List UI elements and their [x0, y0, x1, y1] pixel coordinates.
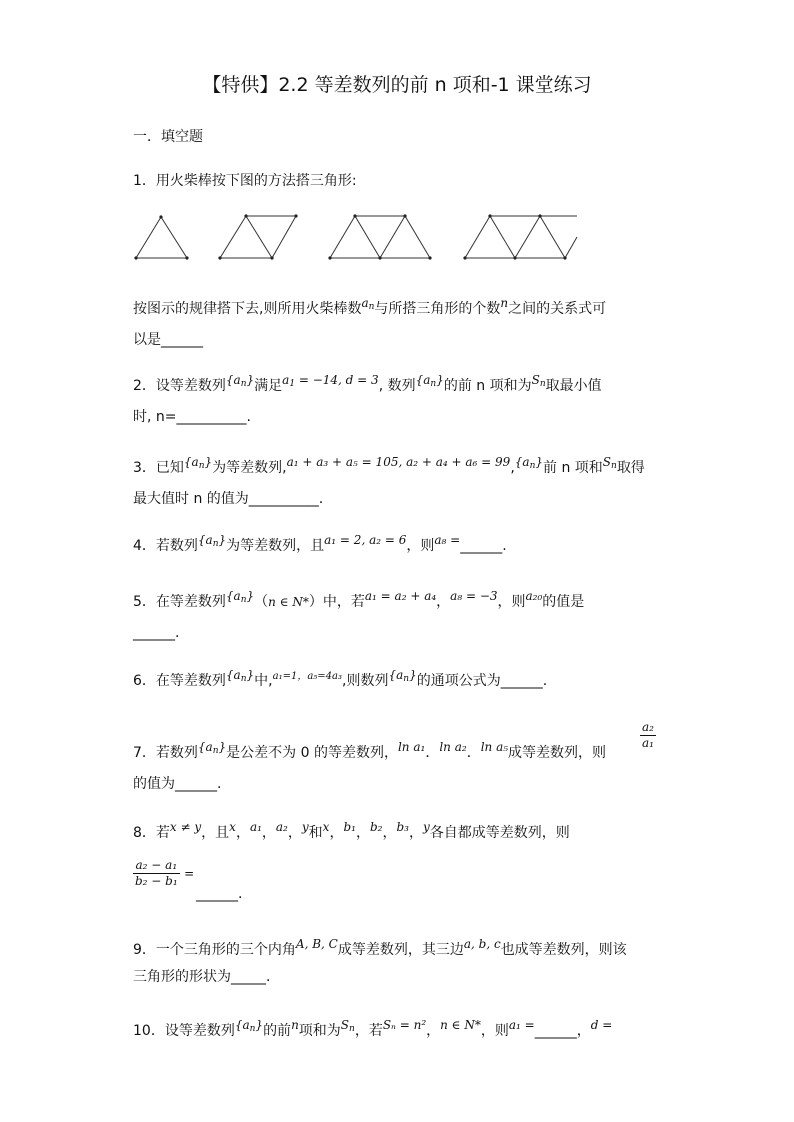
figure-2-triangles [218, 214, 297, 259]
question-1-answer-line: 以是______ [133, 332, 203, 348]
question-6: 6．在等差数列$\{a_n\}$中,$^{a_1=1,a_5=4a_3}$,则数列$\{a_n\}$的通项公式为______. [133, 668, 548, 689]
question-10: 10．设等差数列$\{a_n\}$的前n项和为$S_n$，若Sₙ = n²，n ∈ N*，则a₁ =______，d = [133, 1018, 613, 1039]
question-7: 7．若数列$\{a_n\}$是公差不为 0 的等差数列，ln a₁．ln a₂．ln a₅成等差数列，则 的值为______. [133, 740, 607, 792]
question-1 [133, 168, 357, 195]
question-1-body: 按图示的规律搭下去,则所用火柴棒数$a_n$与所搭三角形的个数n之间的关系式可 以是______ [133, 296, 606, 354]
figure-4-triangles [463, 214, 577, 259]
question-3: 3．已知$\{a_n\}$为等差数列,a₁ + a₃ + a₅ = 105, $a_2 + a_4 + a_6 = 99,\{a_n\}$前 n 项和$S_n$取得 最大值时 n 的值为__________. [133, 455, 645, 507]
page-title: 【特供】2.2 等差数列的前 n 项和-1 课堂练习 [202, 74, 592, 96]
q7-fraction: $\frac{\text{a₂}}{\text{a₁}}$ [642, 720, 654, 750]
figure-3-triangles [328, 214, 431, 259]
question-5: 5．在等差数列$\{a_n\}(n$ ∈ N*）中，若a₁ = a₂ + a₄，a₈ = −3，则a₂₀的值是 ______. [133, 589, 585, 641]
question-2: 2．设等差数列$\{a_n\}$满足$a_1 = -14$, d = 3, 数列$\{a_n\}$的前 n 项和为$S_n$取最小值 时, n=__________. [133, 373, 602, 425]
question-4: 4．若数列$\{a_n\}$为等差数列，且a₁ = 2, a₂ = 6，则a₈ =______. [133, 533, 507, 554]
question-9: 9．一个三角形的三个内角A, B, C成等差数列，其三边a, b, c也成等差数列，则该 三角形的形状为_____. [133, 937, 627, 985]
matchstick-triangles-figure [0, 205, 794, 285]
q8-fraction-line: $\frac{\text{a₂ − a₁}}{\text{b₂ − b₁}}$ = [135, 858, 195, 888]
question-8: 8．若x ≠ y，且x，a₁，a₂，y和x，b₁，b₂，b₃，y各自都成等差数列，则 [133, 820, 570, 841]
q8-answer-blank: ______. [196, 886, 243, 902]
question-1-stem: 1．用火柴棒按下图的方法搭三角形: [133, 173, 357, 189]
section-heading: 一．填空题 [133, 129, 203, 145]
figure-1-triangle [134, 215, 188, 259]
